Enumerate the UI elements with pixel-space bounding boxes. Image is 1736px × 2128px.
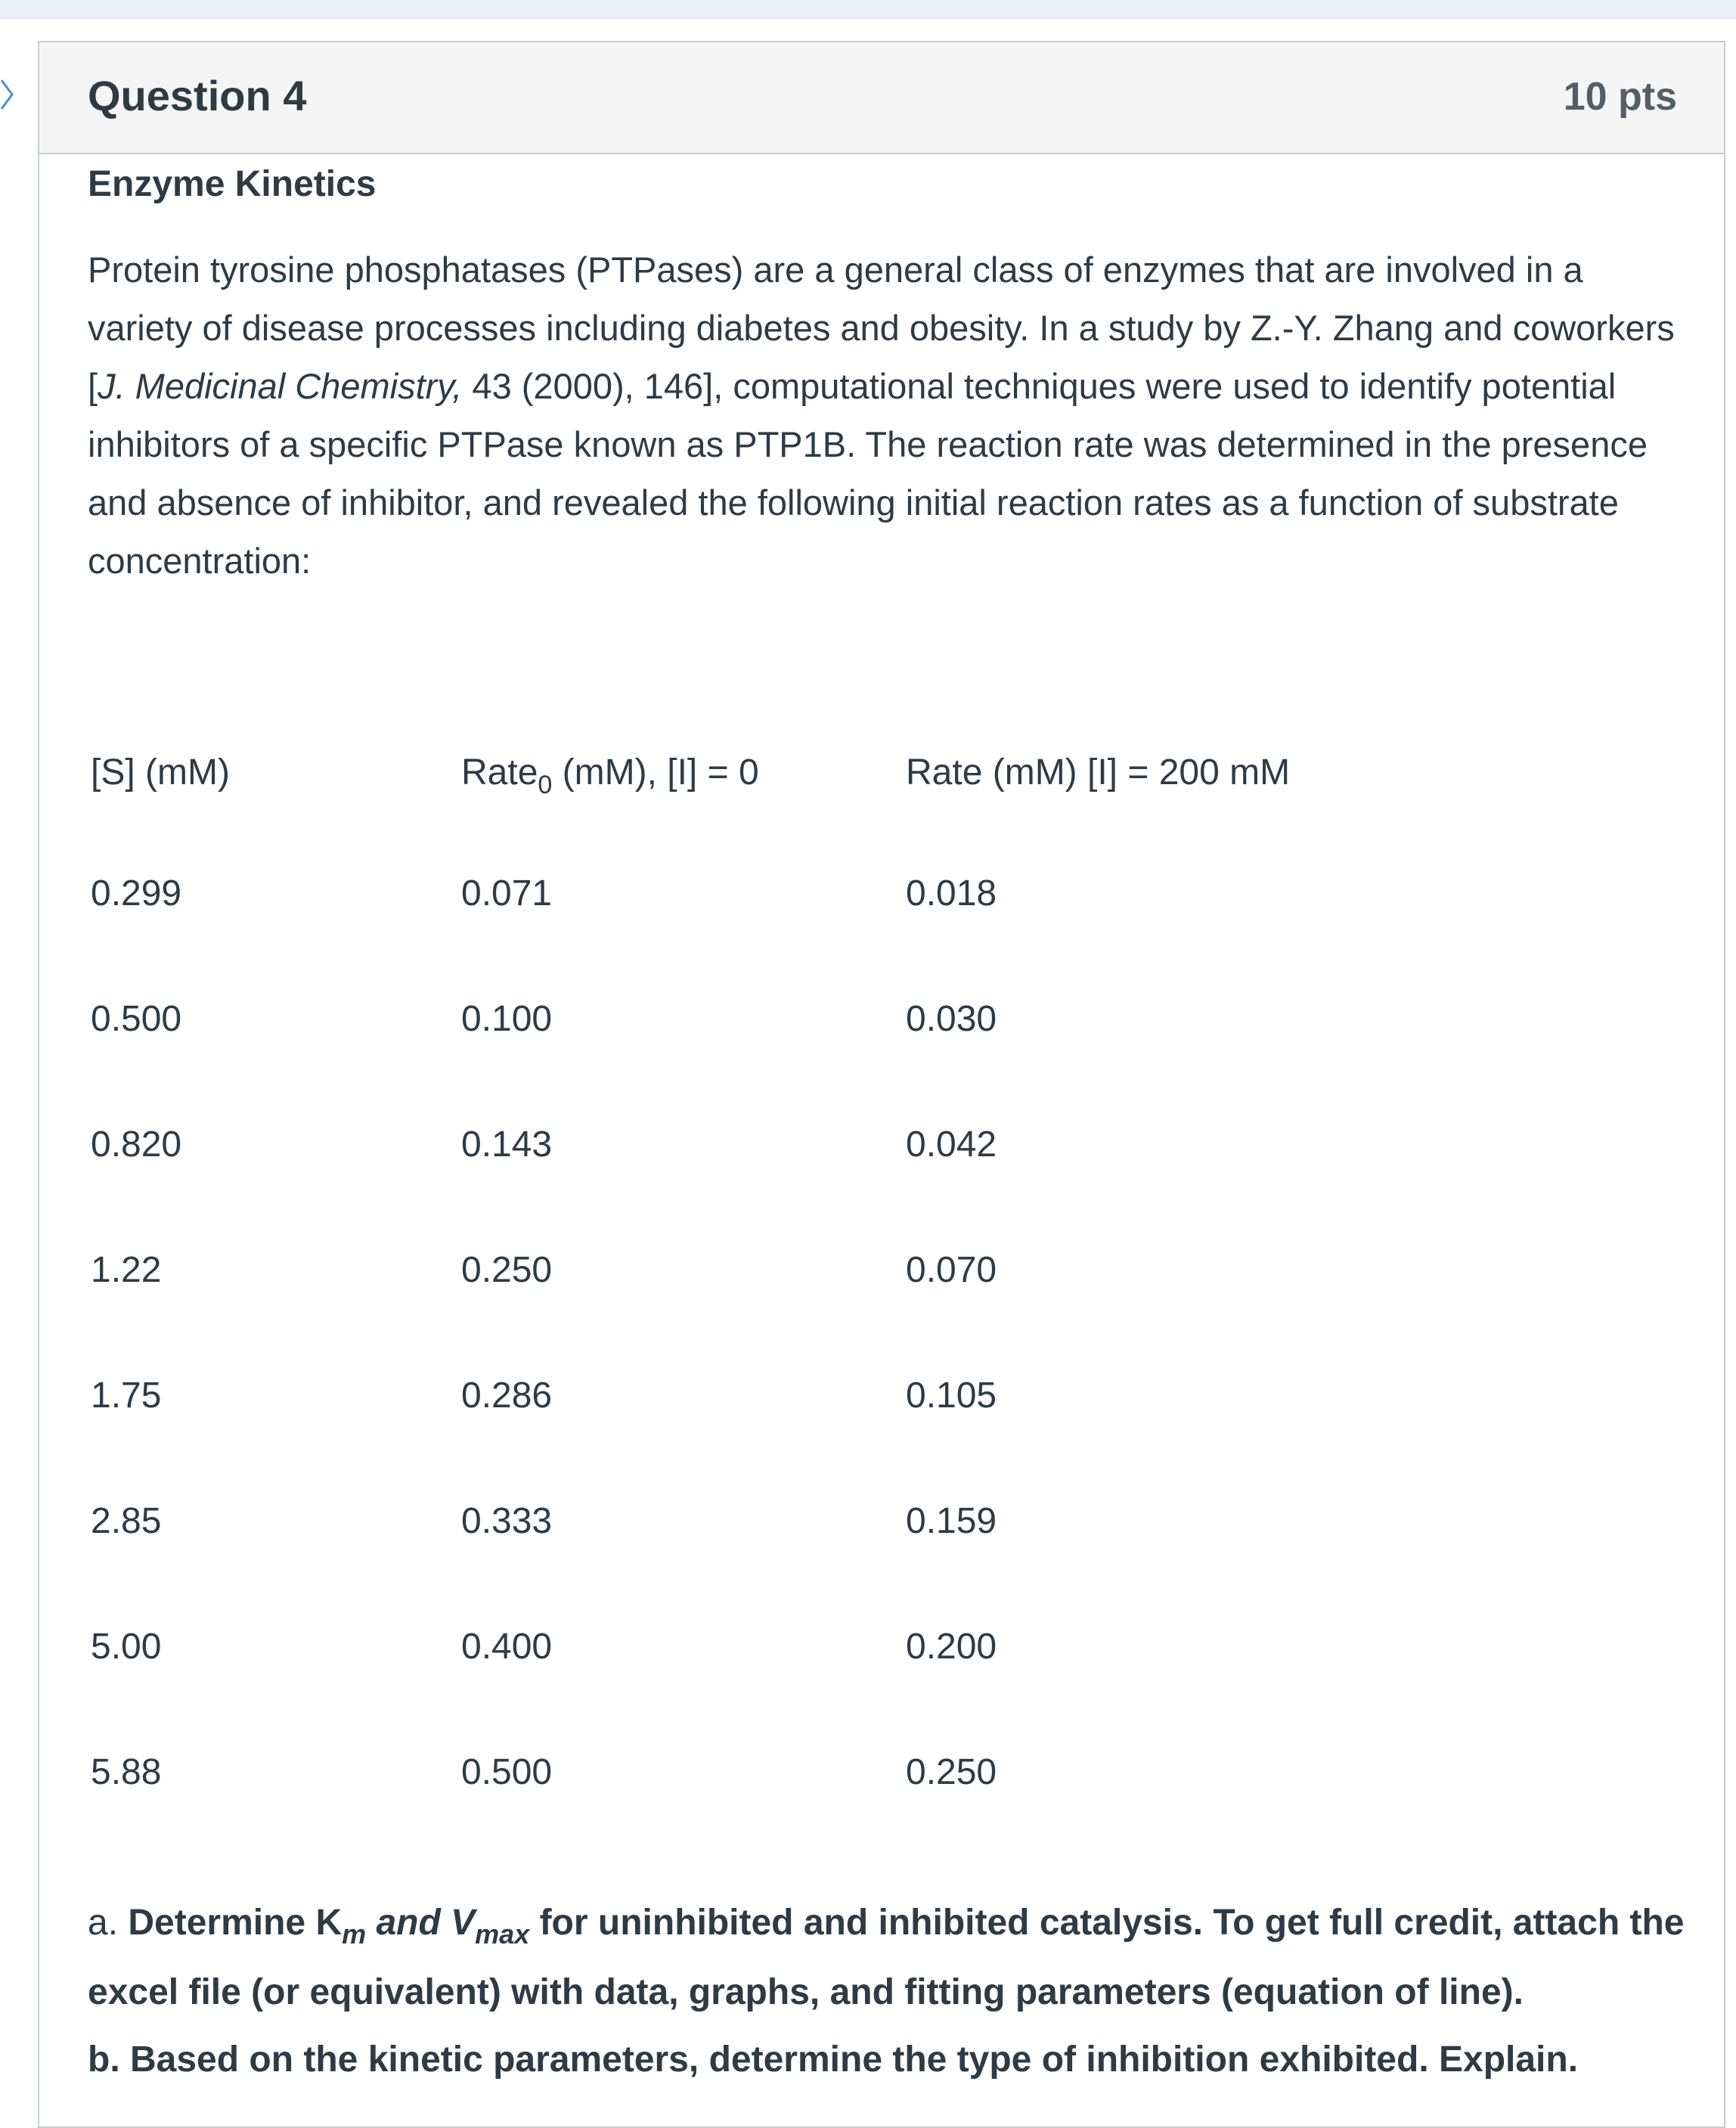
table-row xyxy=(91,1626,1452,1751)
cell-substrate: 2.85 xyxy=(91,1501,162,1541)
cell-rate-uninhibited: 0.250 xyxy=(461,1250,553,1290)
header-rate-uninhibited: Rate$_0$ (mM), [I] = 0 xyxy=(461,752,759,799)
cell-substrate: 5.00 xyxy=(91,1627,162,1667)
cell-substrate: 0.299 xyxy=(91,873,182,914)
top-strip xyxy=(0,0,1736,20)
cell-rate-uninhibited: 0.333 xyxy=(461,1501,553,1541)
cell-substrate: 0.820 xyxy=(91,1124,182,1165)
table-row xyxy=(91,1751,1452,1877)
table-row xyxy=(91,1375,1452,1500)
cell-substrate: 1.75 xyxy=(91,1376,162,1416)
question-points: 10 pts xyxy=(1563,75,1677,119)
cell-rate-inhibited: 0.018 xyxy=(906,873,997,914)
cell-rate-inhibited: 0.042 xyxy=(906,1124,997,1165)
intro-text-1: Protein tyrosine phosphatases (PTPases) are a general class of enzymes that are involved in a variety of disease processes including diabetes and obesity. In a study by Z.-Y. Zhang and coworkers [ xyxy=(88,250,1675,406)
table-row xyxy=(91,1500,1452,1626)
cell-rate-inhibited: 0.250 xyxy=(906,1752,997,1792)
cell-rate-uninhibited: 0.143 xyxy=(461,1124,553,1165)
table-row xyxy=(91,1124,1452,1249)
chevron-right-icon[interactable] xyxy=(0,76,15,113)
cell-rate-inhibited: 0.030 xyxy=(906,999,997,1039)
section-title: Enzyme Kinetics xyxy=(88,164,377,204)
cell-rate-inhibited: 0.105 xyxy=(906,1376,997,1416)
question-b: b. Based on the kinetic parameters, determine the type of inhibition exhibited. Explain. xyxy=(88,2040,1579,2080)
cell-rate-uninhibited: 0.286 xyxy=(461,1376,553,1416)
header-rate-inhibited: Rate (mM) [I] = 200 mM xyxy=(906,752,1291,793)
kinetics-table xyxy=(91,752,1452,1877)
cell-rate-uninhibited: 0.071 xyxy=(461,873,553,914)
question-header xyxy=(39,42,1724,154)
header-substrate: [S] (mM) xyxy=(91,752,230,793)
cell-rate-uninhibited: 0.500 xyxy=(461,1752,553,1792)
journal-name: J. Medicinal Chemistry, xyxy=(98,366,463,406)
table-row xyxy=(91,998,1452,1124)
question-a: a. Determine $K_m$ and $V_{max}$ for uninhibited and inhibited catalysis. To get full credit, attach the excel file (or equivalent) with data, graphs, and fitting parameters (equation of line). xyxy=(88,1903,1685,2012)
intro-paragraph xyxy=(88,240,1691,590)
cell-rate-inhibited: 0.200 xyxy=(906,1627,997,1667)
table-header-row xyxy=(91,752,1452,873)
intro-text-2: 43 (2000), 146], computational techniques were used to identify potential inhibitors of a specific PTPase known as PTP1B. The reaction rate was determined in the presence and absence of inhibitor, and revealed the following initial reaction rates as a function of substrate concentration: xyxy=(88,366,1648,581)
question-card xyxy=(38,41,1725,2128)
cell-substrate: 0.500 xyxy=(91,999,182,1039)
cell-rate-uninhibited: 0.100 xyxy=(461,999,553,1039)
table-row xyxy=(91,873,1452,998)
cell-rate-inhibited: 0.070 xyxy=(906,1250,997,1290)
question-title: Question 4 xyxy=(88,72,307,119)
cell-rate-inhibited: 0.159 xyxy=(906,1501,997,1541)
cell-substrate: 5.88 xyxy=(91,1752,162,1792)
cell-substrate: 1.22 xyxy=(91,1250,162,1290)
cell-rate-uninhibited: 0.400 xyxy=(461,1627,553,1667)
table-row xyxy=(91,1249,1452,1375)
